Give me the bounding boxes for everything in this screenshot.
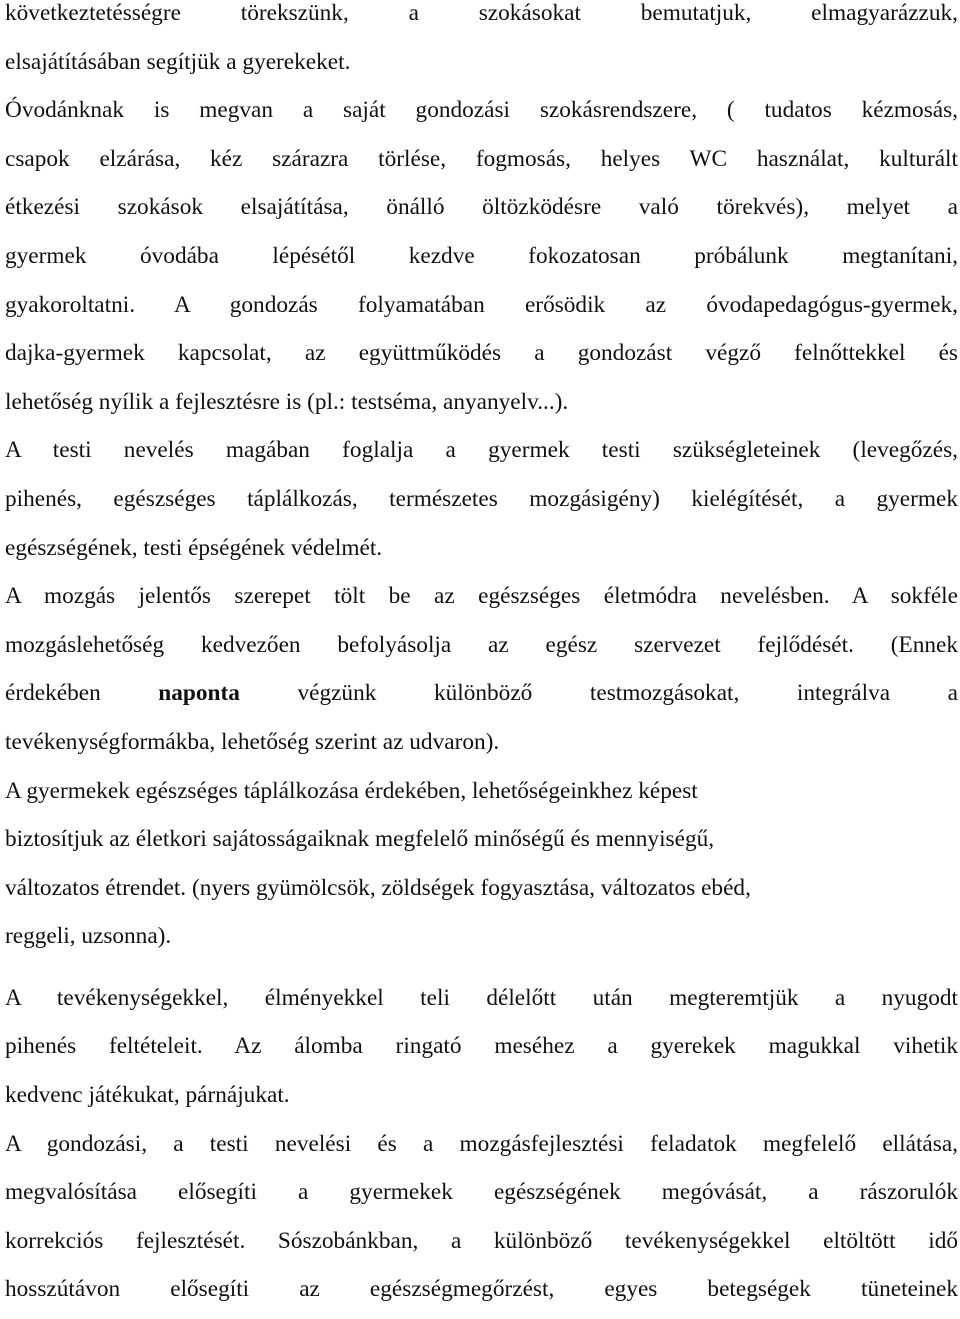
text-line: A gondozási, a testi nevelési és a mozgásfejlesztési feladatok megfelelő ellátása, [5, 1130, 958, 1157]
text-line: étkezési szokások elsajátítása, önálló öltözködésre való törekvés), melyet a [5, 194, 958, 221]
paragraph [5, 572, 958, 766]
text-line: mozgáslehetőség kedvezően befolyásolja az egész szervezet fejlődését. (Ennek [5, 631, 958, 658]
text-line: reggeli, uzsonna). [5, 923, 172, 950]
paragraph [5, 86, 958, 426]
text-line: gyermek óvodába lépésétől kezdve fokozatosan próbálunk megtanítani, [5, 242, 958, 269]
document-page [5, 0, 958, 1314]
paragraph [5, 0, 958, 86]
text-line: korrekciós fejlesztését. Sószobánkban, a különböző tevékenységekkel eltöltött idő [5, 1227, 958, 1254]
paragraph [5, 426, 958, 572]
text-line: dajka-gyermek kapcsolat, az együttműködés a gondozást végző felnőttekkel és [5, 340, 958, 367]
text-segment: végzünk különböző testmozgásokat, integrálva a [239, 680, 958, 707]
text-line: lehetőség nyílik a fejlesztésre is (pl.: testséma, anyanyelv...). [5, 388, 569, 415]
text-line: biztosítjuk az életkori sajátosságaiknak megfelelő minőségű és mennyiségű, [5, 826, 715, 853]
text-line: egészségének, testi épségének védelmét. [5, 534, 383, 561]
text-line [5, 669, 958, 718]
text-line: kedvenc játékukat, párnájukat. [5, 1082, 290, 1109]
text-line: változatos étrendet. (nyers gyümölcsök, zöldségek fogyasztása, változatos ebéd, [5, 874, 751, 901]
text-line: hosszútávon elősegíti az egészségmegőrzést, egyes betegségek tüneteinek [5, 1276, 958, 1303]
text-line: A tevékenységekkel, élményekkel teli délelőtt után megteremtjük a nyugodt [5, 984, 958, 1011]
text-line: A gyermekek egészséges táplálkozása érdekében, lehetőségeinkhez képest [5, 777, 698, 804]
paragraph [5, 767, 958, 961]
text-line: megvalósítása elősegíti a gyermekek egészségének megóvását, a rászorulók [5, 1179, 958, 1206]
text-line: következtetésségre törekszünk, a szokásokat bemutatjuk, elmagyarázzuk, [5, 0, 958, 26]
bold-emphasis: naponta [158, 680, 240, 707]
text-line: A mozgás jelentős szerepet tölt be az egészséges életmódra nevelésben. A sokféle [5, 583, 958, 610]
text-line: gyakoroltatni. A gondozás folyamatában erősödik az óvodapedagógus-gyermek, [5, 291, 958, 318]
text-line: Óvodánknak is megvan a saját gondozási szokásrendszere, ( tudatos kézmosás, [5, 97, 958, 124]
text-line: tevékenységformákba, lehetőség szerint az udvaron). [5, 728, 500, 755]
paragraph-gap [5, 961, 958, 974]
text-line: pihenés feltételeit. Az álomba ringató meséhez a gyerekek magukkal vihetik [5, 1033, 958, 1060]
text-line: A testi nevelés magában foglalja a gyermek testi szükségleteinek (levegőzés, [5, 437, 958, 464]
text-segment: érdekében [5, 680, 159, 707]
text-line: csapok elzárása, kéz szárazra törlése, fogmosás, helyes WC használat, kulturált [5, 145, 958, 172]
paragraph [5, 1120, 958, 1314]
paragraph [5, 974, 958, 1120]
text-line: elsajátításában segítjük a gyerekeket. [5, 48, 351, 75]
text-line: pihenés, egészséges táplálkozás, természetes mozgásigény) kielégítését, a gyermek [5, 485, 958, 512]
